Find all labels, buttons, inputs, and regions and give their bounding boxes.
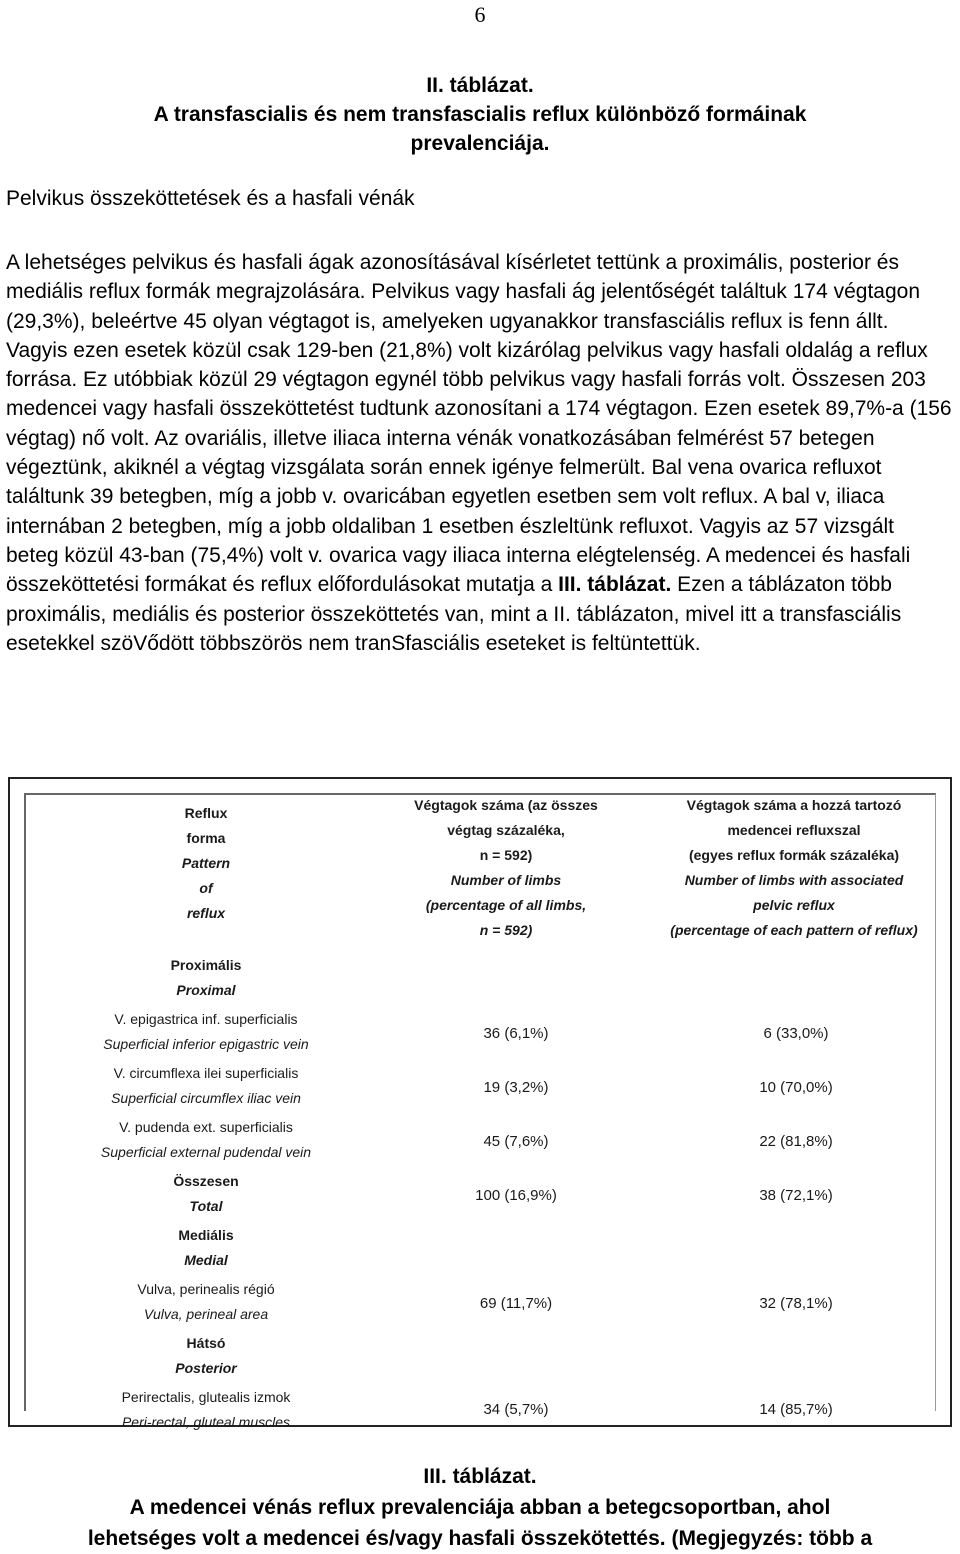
- row-proximal: [66, 953, 346, 1003]
- row-label-en: Medial: [184, 1252, 228, 1268]
- row-label-en: Total: [189, 1198, 223, 1214]
- cell-limbs: 19 (3,2%): [483, 1079, 549, 1096]
- cell-limbs: 45 (7,6%): [483, 1133, 549, 1150]
- row-posterior: [66, 1331, 346, 1381]
- row-pudendal: [56, 1115, 356, 1165]
- table3-label: III. táblázat.: [423, 1465, 537, 1488]
- table2-caption: [0, 71, 960, 158]
- header-col3-line6: (percentage of each pattern of reflux): [670, 922, 918, 938]
- row-label-en: Peri-rectal, gluteal muscles: [121, 1414, 291, 1430]
- row-label-hu: Perirectalis, glutealis izmok: [121, 1389, 291, 1405]
- header-col2-line6: n = 592): [479, 922, 533, 938]
- cell-limbs: 36 (6,1%): [483, 1025, 549, 1042]
- row-label-hu: Hátsó: [186, 1335, 226, 1351]
- row-label-en: Superficial external pudendal vein: [100, 1144, 312, 1160]
- table3-caption: [0, 1461, 960, 1554]
- table-reference: III. táblázat.: [558, 573, 672, 597]
- row-vulva: [56, 1277, 356, 1327]
- table3-image: [8, 777, 952, 1430]
- header-reflux-pattern: [106, 801, 306, 926]
- cell-pelvic: 6 (33,0%): [763, 1025, 829, 1042]
- paragraph-text: A lehetséges pelvikus és hasfali ágak azonosításával kísérletet tettünk a proximális, posterior és mediális reflux formák megrajzolására. Pelvikus vagy hasfali ág jelentőségét találtuk 174 végtagon (29,3%), beleértve 45 olyan végtagot is, amelyeken ugyanakkor transfasciális reflux is fenn állt. Vagyis ezen esetek közül csak 129-ben (21,8%) volt kizárólag pelvikus vagy hasfali oldalág a reflux forrása. Ez utóbbiak közül 29 végtagon egynél több pelvikus vagy hasfali forrás volt. Összesen 203 medencei vagy hasfali összeköttetést tudtunk azonosítani a 174 végtagon. Ezen esetek 89,7%-a (156 végtag) nő volt. Az ovariális, illetve iliaca interna vénák vonatkozásában felmérést 57 betegen végeztünk, akiknél a végtag vizsgálata során ennek igénye felmerült. Bal vena ovarica refluxot találtunk 39 betegben, míg a jobb v. ovaricában egyetlen esetben sem volt reflux. A bal v, iliaca internában 2 betegben, míg a jobb oldaliban 1 esetben észleltünk refluxot. Vagyis az 57 vizsgált beteg közül 43-ban (75,4%) volt v. ovarica vagy iliaca interna elégtelenség. A medencei és hasfali összeköttetési formákat és reflux előfordulásokat mutatja a: [6, 251, 952, 597]
- table2-title-line2: prevalenciája.: [410, 132, 550, 155]
- row-total: [66, 1169, 346, 1219]
- paragraph-text-end: Ezen a táblázaton több proximális, mediális és posterior összeköttetés van, mint a II. táblázaton, mivel itt a transfasciális esetekkel szöVődött többszörös nem tranSfasciális eseteket is feltüntettük.: [6, 573, 902, 655]
- row-circumflex: [56, 1061, 356, 1111]
- row-label-hu: V. epigastrica inf. superficialis: [114, 1011, 298, 1027]
- table3-title-line1: A medencei vénás reflux prevalenciája abban a betegcsoportban, ahol: [129, 1496, 831, 1519]
- row-label-hu: Proximális: [170, 957, 242, 973]
- row-label-hu: V. circumflexa ilei superficialis: [113, 1065, 299, 1081]
- header-pelvic-reflux: [634, 793, 954, 943]
- page-number: 6: [474, 2, 486, 27]
- table2-label: II. táblázat.: [426, 74, 534, 97]
- row-medial: [66, 1223, 346, 1273]
- header-col1-line4: of: [199, 880, 213, 896]
- table2-title-line1: A transfascialis és nem transfascialis reflux különböző formáinak: [153, 103, 807, 126]
- row-label-hu: Mediális: [178, 1227, 234, 1243]
- header-col1-line5: reflux: [186, 905, 226, 921]
- cell-pelvic: 10 (70,0%): [759, 1079, 833, 1096]
- cell-pelvic: 38 (72,1%): [759, 1187, 833, 1204]
- cell-pelvic: 22 (81,8%): [759, 1133, 833, 1150]
- header-col3-line3: (egyes reflux formák százaléka): [688, 847, 900, 863]
- row-epigastric: [56, 1007, 356, 1057]
- cell-limbs: 34 (5,7%): [483, 1401, 549, 1418]
- row-label-en: Vulva, perineal area: [143, 1306, 269, 1322]
- body-paragraph: [6, 248, 952, 658]
- header-col3-line4: Number of limbs with associated: [684, 872, 904, 888]
- header-col3-line2: medencei refluxszal: [727, 822, 861, 838]
- cell-pelvic: 32 (78,1%): [759, 1295, 833, 1312]
- section-heading: Pelvikus összeköttetések és a hasfali vénák: [6, 187, 415, 210]
- row-label-en: Superficial inferior epigastric vein: [103, 1036, 309, 1052]
- header-col1-line3: Pattern: [181, 855, 231, 871]
- header-col2-line5: (percentage of all limbs,: [425, 897, 587, 913]
- row-label-en: Proximal: [176, 982, 236, 998]
- row-label-hu: Összesen: [173, 1173, 239, 1189]
- header-col3-line1: Végtagok száma a hozzá tartozó: [686, 797, 902, 813]
- cell-limbs: 100 (16,9%): [475, 1187, 557, 1204]
- header-col1-line1: Reflux: [184, 805, 228, 821]
- header-col2-line2: végtag százaléka,: [447, 822, 565, 838]
- header-limb-count: [376, 793, 636, 943]
- row-label-en: Superficial circumflex iliac vein: [111, 1090, 301, 1106]
- row-perirectal: [56, 1385, 356, 1435]
- cell-limbs: 69 (11,7%): [479, 1295, 553, 1312]
- cell-pelvic: 14 (85,7%): [759, 1401, 833, 1418]
- header-col2-line1: Végtagok száma (az összes: [414, 797, 598, 813]
- header-col2-line3: n = 592): [479, 847, 533, 863]
- row-label-hu: Vulva, perinealis régió: [137, 1281, 275, 1297]
- table3-title-line2: lehetséges volt a medencei és/vagy hasfali összekötettés. (Megjegyzés: több a: [87, 1527, 873, 1550]
- header-col1-line2: forma: [186, 830, 226, 846]
- row-label-hu: V. pudenda ext. superficialis: [119, 1119, 293, 1135]
- header-col3-line5: pelvic reflux: [753, 897, 835, 913]
- table3-frame: [24, 793, 936, 1430]
- header-col2-line4: Number of limbs: [450, 872, 562, 888]
- row-label-en: Posterior: [175, 1360, 237, 1376]
